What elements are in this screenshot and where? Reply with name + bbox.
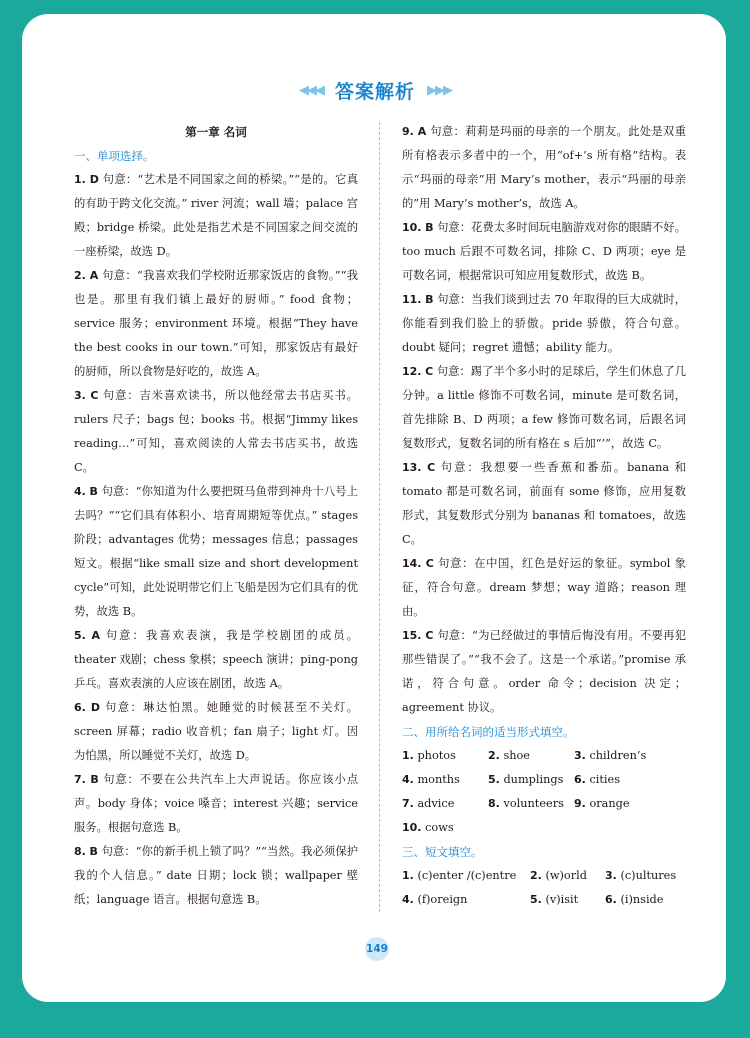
answer-item: [402, 624, 686, 720]
answer-item: [74, 264, 358, 384]
answer-item: [402, 360, 686, 456]
answer-key: B: [425, 293, 434, 306]
blank-word: shoe: [503, 749, 530, 762]
answer-explanation: 句意：踢了半个多小时的足球后，学生们休息了几分钟。a little 修饰不可数名词，minute 是可数名词，首先排除 B、D 两项；a few 修饰可数名词，后跟名词复数形式，复数名词的所有格在 s 后加“’”，故选 C。: [402, 365, 686, 450]
blank-answer: [402, 888, 530, 912]
answer-explanation: 句意：莉莉是玛丽的母亲的一个朋友。此处是双重所有格表示多者中的一个，用“of+’s 所有格”结构。表示“玛丽的母亲”用 Mary’s mother，表示“玛丽的母亲的”用 Mary’s mother’s，故选 A。: [402, 125, 686, 210]
answer-key: D: [89, 173, 99, 186]
section-heading-2: 二、用所给名词的适当形式填空。: [402, 725, 575, 739]
answer-explanation: 句意：“为已经做过的事情后悔没有用。不要再犯那些错误了。”“我不会了。这是一个承诺。”promise 承诺，符合句意。order 命令；decision 决定；agreement 协议。: [402, 629, 687, 714]
answer-explanation: 句意：吉米喜欢读书，所以他经常去书店买书。rulers 尺子；bags 包；books 书。根据“Jimmy likes reading…”可知，喜欢阅读的人常去书店买书，故选 C。: [74, 389, 358, 474]
answer-number: 3.: [74, 389, 86, 402]
answer-number: 10.: [402, 221, 422, 234]
blank-answer: [402, 816, 488, 840]
answer-number: 6.: [74, 701, 86, 714]
answer-key: C: [425, 365, 434, 378]
blank-number: 3.: [605, 869, 617, 882]
answer-explanation: 句意：我喜欢表演，我是学校剧团的成员。theater 戏剧；chess 象棋；speech 演讲；ping-pong 乒乓。喜欢表演的人应该在剧团，故选 A。: [74, 629, 358, 690]
blank-number: 2.: [530, 869, 542, 882]
answer-item: [402, 120, 686, 216]
section-heading-3: 三、短文填空。: [402, 845, 483, 859]
answer-key: A: [89, 269, 99, 282]
left-column: [74, 120, 358, 912]
answer-key: C: [425, 629, 434, 642]
blank-answer: [402, 744, 488, 768]
blank-answer: [574, 768, 686, 792]
answer-number: 12.: [402, 365, 422, 378]
blank-word: (v)isit: [545, 893, 579, 906]
blank-number: 8.: [488, 797, 500, 810]
blank-number: 7.: [402, 797, 414, 810]
answer-number: 4.: [74, 485, 86, 498]
answer-key: C: [90, 389, 99, 402]
passage-blank-answers: [402, 864, 686, 912]
blank-word: photos: [417, 749, 456, 762]
page-number: 149: [365, 937, 389, 961]
answer-explanation: 句意：“你知道为什么要把斑马鱼带到神舟十八号上去吗？”“它们具有体积小、培育周期短等优点。” stages 阶段；advantages 优势；messages 信息；passages 短文。根据“like small size and short development cycle”可知，此处说明带它们上飞船是因为它们具有的优势，故选 B。: [74, 485, 358, 618]
answer-number: 2.: [74, 269, 86, 282]
answer-item: [402, 456, 686, 552]
blank-answer: [605, 864, 695, 888]
page-header: [0, 78, 750, 102]
blank-number: 2.: [488, 749, 500, 762]
blank-word: dumplings: [503, 773, 564, 786]
fill-blank-answers: [402, 744, 686, 840]
answer-explanation: 句意：花费太多时间玩电脑游戏对你的眼睛不好。too much 后跟不可数名词，排除 C、D 两项；eye 是可数名词，根据常识可知应用复数形式，故选 B。: [402, 221, 686, 282]
answer-explanation: 句意：“你的新手机上锁了吗？”“当然。我必须保护我的个人信息。” date 日期；lock 锁；wallpaper 壁纸；language 语言。根据句意选 B。: [74, 845, 359, 906]
blank-number: 1.: [402, 749, 414, 762]
left-arrows-icon: ◀◀◀: [298, 82, 323, 98]
blank-number: 5.: [488, 773, 500, 786]
chapter-title: 第一章 名词: [185, 125, 247, 139]
answer-explanation: 句意：当我们谈到过去 70 年取得的巨大成就时，你能看到我们脸上的骄傲。pride 骄傲，符合句意。doubt 疑问；regret 遗憾；ability 能力。: [402, 293, 686, 354]
blank-answer: [530, 888, 605, 912]
blank-word: months: [417, 773, 460, 786]
answer-key: B: [90, 773, 99, 786]
blank-answer: [605, 888, 695, 912]
blank-answer: [488, 768, 574, 792]
answer-key: A: [91, 629, 101, 642]
answer-item: [74, 840, 358, 912]
blank-word: (c)ultures: [620, 869, 677, 882]
answer-key: D: [90, 701, 100, 714]
blank-word: (i)nside: [620, 893, 664, 906]
section-heading-1: 一、单项选择。: [74, 149, 155, 163]
blank-answer: [488, 744, 574, 768]
answer-item: [402, 288, 686, 360]
blank-number: 10.: [402, 821, 422, 834]
blank-answer: [402, 768, 488, 792]
answer-item: [74, 168, 358, 264]
blank-number: 3.: [574, 749, 586, 762]
answer-number: 8.: [74, 845, 86, 858]
blank-number: 6.: [605, 893, 617, 906]
blank-answer: [488, 792, 574, 816]
right-arrows-icon: ▶▶▶: [427, 82, 451, 98]
blank-word: cities: [589, 773, 621, 786]
blank-answer: [574, 744, 686, 768]
answer-item: [402, 216, 686, 288]
blank-number: 6.: [574, 773, 586, 786]
answer-number: 7.: [74, 773, 86, 786]
answer-explanation: 句意：“我喜欢我们学校附近那家饭店的食物。”“我也是。那里有我们镇上最好的厨师。” food 食物；service 服务；environment 环境。根据“They have the best cooks in our town.”可知，那家饭店有最好的厨师，所以食物是好吃的，故选 A。: [74, 269, 358, 378]
answer-key: B: [89, 845, 98, 858]
answer-explanation: 句意：“艺术是不同国家之间的桥梁。”“是的。它真的有助于跨文化交流。” river 河流；wall 墙；palace 宫殿；bridge 桥梁。此处是指艺术是不同国家之间交流的一座桥梁，故选 D。: [74, 173, 359, 258]
blank-word: volunteers: [503, 797, 564, 810]
blank-answer: [574, 792, 686, 816]
answer-key: B: [89, 485, 98, 498]
answer-item: [74, 768, 358, 840]
answer-explanation: 句意：琳达怕黑。她睡觉的时候甚至不关灯。screen 屏幕；radio 收音机；fan 扇子；light 灯。因为怕黑，所以睡觉不关灯，故选 D。: [74, 701, 358, 762]
blank-number: 1.: [402, 869, 414, 882]
answer-key: A: [417, 125, 427, 138]
blank-word: cows: [425, 821, 454, 834]
blank-word: children’s: [589, 749, 647, 762]
answer-item: [74, 624, 358, 696]
blank-number: 5.: [530, 893, 542, 906]
answer-explanation: 句意：不要在公共汽车上大声说话。你应该小点声。body 身体；voice 嗓音；interest 兴趣；service 服务。根据句意选 B。: [74, 773, 359, 834]
page-title: 答案解析: [334, 80, 415, 103]
blank-word: (f)oreign: [417, 893, 468, 906]
blank-number: 4.: [402, 773, 414, 786]
answer-explanation: 句意：我想要一些香蕉和番茄。banana 和 tomato 都是可数名词，前面有 some 修饰，应用复数形式，其复数形式分别为 bananas 和 tomatoes，故选 C。: [402, 461, 686, 546]
blank-word: orange: [589, 797, 630, 810]
blank-word: (c)enter /(c)entre: [417, 869, 517, 882]
answer-key: C: [427, 461, 436, 474]
answer-number: 1.: [74, 173, 86, 186]
blank-answer: [402, 864, 530, 888]
blank-word: (w)orld: [545, 869, 587, 882]
blank-number: 9.: [574, 797, 586, 810]
answer-key: C: [425, 557, 434, 570]
answer-explanation: 句意：在中国，红色是好运的象征。symbol 象征，符合句意。dream 梦想；way 道路；reason 理由。: [402, 557, 686, 618]
answer-number: 15.: [402, 629, 422, 642]
blank-number: 4.: [402, 893, 414, 906]
answer-key: B: [425, 221, 434, 234]
answer-number: 14.: [402, 557, 422, 570]
blank-answer: [402, 792, 488, 816]
blank-answer: [530, 864, 605, 888]
answer-item: [74, 384, 358, 480]
answer-item: [74, 480, 358, 624]
answer-item: [74, 696, 358, 768]
right-column: [402, 120, 686, 912]
answer-number: 11.: [402, 293, 422, 306]
answer-item: [402, 552, 686, 624]
column-divider: [379, 122, 380, 912]
answer-number: 9.: [402, 125, 414, 138]
blank-word: advice: [417, 797, 455, 810]
answer-number: 5.: [74, 629, 86, 642]
answer-number: 13.: [402, 461, 422, 474]
